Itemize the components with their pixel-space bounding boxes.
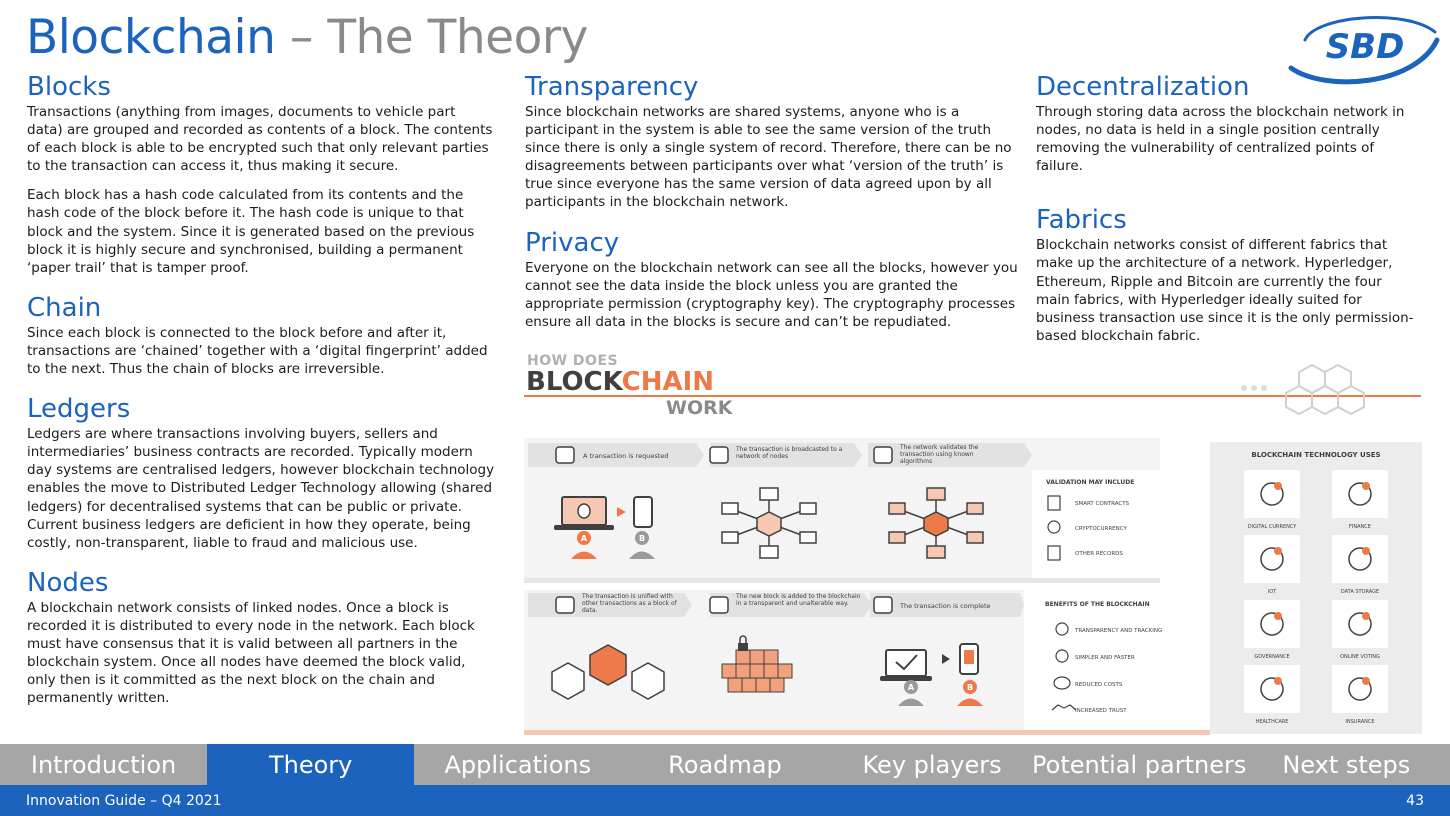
title-sub: The Theory bbox=[327, 10, 588, 65]
validation-panel bbox=[1032, 470, 1160, 578]
uses-item-label: GOVERNANCE bbox=[1254, 654, 1290, 660]
finance-icon-accent bbox=[1362, 482, 1370, 490]
page-number: 43 bbox=[1406, 793, 1424, 809]
step-5-header bbox=[710, 593, 872, 617]
phone-icon bbox=[634, 497, 652, 527]
tab-introduction[interactable]: Introduction bbox=[30, 750, 177, 779]
heading-ledgers: Ledgers bbox=[27, 394, 131, 425]
iot-icon-accent bbox=[1274, 547, 1282, 555]
logo-text: SBD bbox=[1325, 27, 1405, 67]
heading-privacy: Privacy bbox=[525, 227, 620, 258]
text-decentralization: Through storing data across the blockchain network in nodes, no data is held in a single position centrally removing the vulnerability of centralized points of failure. bbox=[1036, 104, 1405, 175]
digital-currency-icon bbox=[1244, 470, 1300, 518]
text-privacy: Everyone on the blockchain network can see all the blocks, however you cannot see the data inside the block unless you are granted the appropriate permission (cryptography key). The cryptography processes ensure all data in the blocks is secure and can’t be repudiated. bbox=[525, 259, 1018, 330]
uses-title: BLOCKCHAIN TECHNOLOGY USES bbox=[1251, 451, 1381, 459]
benefit-item-2: SIMPLER AND FASTER bbox=[1075, 655, 1135, 661]
text-fabrics: Blockchain networks consist of different fabrics that make up the architecture of a network. Hyperledger, Ethereum, Ripple and Bitcoin are currently the four main fabrics, with Hyperledger ideally suited for business transaction use since it is the only permission-based blockchain fabric. bbox=[1036, 237, 1414, 344]
step-2-header bbox=[710, 443, 862, 467]
text-transparency: Since blockchain networks are shared systems, anyone who is a participant in the system is able to see the same version of the truth since there is only a single system of record. Therefore, there can be no disagreements between participants over what ‘version of the truth’ is true since everyone has the same version of data agreed upon by all participants in the blockchain network. bbox=[525, 104, 1012, 211]
title-main: Blockchain bbox=[26, 10, 276, 65]
step-3-header bbox=[868, 443, 1032, 468]
step-6-header bbox=[870, 593, 1024, 617]
footer-guide-label: Innovation Guide – Q4 2021 bbox=[26, 793, 222, 809]
party-a-label: A bbox=[580, 534, 588, 543]
iot-icon bbox=[1244, 535, 1300, 583]
step-3-label: The network validates the transaction using known algorithms bbox=[900, 444, 979, 465]
title-separator: – bbox=[289, 10, 313, 65]
uses-item-label: IOT bbox=[1267, 589, 1277, 595]
laptop-check-icon bbox=[880, 650, 932, 681]
footer bbox=[0, 785, 1450, 816]
party-b-label: B bbox=[638, 534, 646, 543]
info-heading-top: HOW DOES bbox=[527, 353, 619, 369]
column-middle bbox=[525, 72, 1019, 331]
heading-decentralization: Decentralization bbox=[1036, 72, 1250, 102]
online-voting-icon bbox=[1332, 600, 1388, 648]
step-1-header bbox=[528, 443, 704, 467]
heading-nodes: Nodes bbox=[27, 567, 109, 598]
tab-next-steps[interactable]: Next steps bbox=[1282, 750, 1411, 779]
finance-icon bbox=[1332, 470, 1388, 518]
validation-item-1: SMART CONTRACTS bbox=[1075, 501, 1130, 507]
section-nav bbox=[0, 744, 1450, 785]
tab-roadmap[interactable]: Roadmap bbox=[668, 750, 782, 779]
digital-currency-icon-accent bbox=[1274, 482, 1282, 490]
party-a-label-2: A bbox=[907, 683, 915, 692]
tab-key-players[interactable]: Key players bbox=[862, 750, 1002, 779]
step-4-header bbox=[528, 593, 692, 617]
online-voting-icon-accent bbox=[1362, 612, 1370, 620]
healthcare-icon bbox=[1244, 665, 1300, 713]
governance-icon-accent bbox=[1274, 612, 1282, 620]
column-right bbox=[1036, 72, 1416, 345]
uses-item-label: DIGITAL CURRENCY bbox=[1247, 524, 1297, 530]
info-heading-block: BLOCK bbox=[526, 367, 622, 397]
benefit-item-3: REDUCED COSTS bbox=[1075, 682, 1123, 688]
info-heading-main bbox=[526, 367, 714, 397]
text-ledgers: Ledgers are where transactions involving buyers, sellers and intermediaries’ business contracts are recorded. Typically modern day systems are centralised ledgers, however blockchain technology enables the move to Distributed Ledger Technology allowing (shared ledgers) for decentralised systems that can be public or private. Current business ledgers are deficient in how they operate, being costly, non-transparent, liable to fraud and malicious use. bbox=[27, 426, 495, 551]
laptop-icon bbox=[554, 497, 614, 530]
blockchain-infographic bbox=[524, 350, 1424, 738]
info-hex-decoration bbox=[1286, 365, 1364, 414]
heading-chain: Chain bbox=[27, 292, 102, 323]
uses-item-label: FINANCE bbox=[1349, 524, 1371, 530]
insurance-icon bbox=[1332, 665, 1388, 713]
heading-blocks: Blocks bbox=[27, 72, 111, 102]
text-blocks-2: Each block has a hash code calculated from its contents and the hash code of the block before it. The hash code is unique to that block and the system. Since it is generated based on the previous block it is highly secure and synchronised, building a permanent ‘paper trail’ that is tamper proof. bbox=[27, 187, 475, 276]
insurance-icon-accent bbox=[1362, 677, 1370, 685]
step-2-label: The transaction is broadcasted to a network of nodes bbox=[736, 446, 843, 460]
tab-applications[interactable]: Applications bbox=[444, 750, 592, 779]
step-4-label: The transaction is unified with other transactions as a block of data. bbox=[582, 593, 677, 614]
info-dots bbox=[1241, 385, 1267, 391]
benefits-title: BENEFITS OF THE BLOCKCHAIN bbox=[1045, 601, 1150, 608]
step-1-label: A transaction is requested bbox=[583, 452, 669, 460]
validation-item-3: OTHER RECORDS bbox=[1075, 551, 1123, 557]
uses-item-label: INSURANCE bbox=[1345, 719, 1375, 725]
data-storage-icon bbox=[1332, 535, 1388, 583]
party-b-label-2: B bbox=[966, 683, 974, 692]
column-left bbox=[27, 72, 495, 707]
governance-icon bbox=[1244, 600, 1300, 648]
phone-icon-2 bbox=[960, 644, 978, 674]
uses-item-label: HEALTHCARE bbox=[1255, 719, 1289, 725]
info-heading-bottom: WORK bbox=[666, 397, 733, 419]
data-storage-icon-accent bbox=[1362, 547, 1370, 555]
heading-fabrics: Fabrics bbox=[1036, 205, 1127, 236]
step-6-label: The transaction is complete bbox=[900, 602, 991, 610]
uses-item-label: ONLINE VOTING bbox=[1340, 654, 1380, 660]
tab-theory[interactable]: Theory bbox=[207, 744, 414, 785]
info-heading-chain: CHAIN bbox=[621, 367, 715, 397]
benefit-item-1: TRANSPARENCY AND TRACKING bbox=[1075, 628, 1163, 634]
text-blocks-1: Transactions (anything from images, documents to vehicle part data) are grouped and recorded as contents of a block. The contents of each block is able to be encrypted such that only relevant parties to the transaction can access it, thus making it secure. bbox=[27, 104, 493, 175]
heading-transparency: Transparency bbox=[525, 72, 699, 102]
validation-item-2: CRYPTOCURRENCY bbox=[1075, 526, 1127, 532]
text-chain: Since each block is connected to the block before and after it, transactions are ‘chained’ together with a ‘digital fingerprint’ added to the next. Thus the chain of blocks are irreversible. bbox=[27, 324, 488, 378]
step-5-label: The new block is added to the blockchain in a transparent and unalterable way. bbox=[736, 593, 861, 607]
benefit-item-4: INCREASED TRUST bbox=[1075, 708, 1127, 714]
healthcare-icon-accent bbox=[1274, 677, 1282, 685]
validation-title: VALIDATION MAY INCLUDE bbox=[1046, 479, 1135, 486]
page-title bbox=[26, 10, 588, 65]
tab-potential-partners[interactable]: Potential partners bbox=[1032, 750, 1247, 779]
uses-panel bbox=[1210, 442, 1422, 734]
uses-item-label: DATA STORAGE bbox=[1340, 589, 1380, 595]
text-nodes: A blockchain network consists of linked nodes. Once a block is recorded it is distributed to every node in the network. Each block must have consensus that it is valid between all partners in the blockchain system. Once all nodes have deemed the block valid, only then is it committed as the next block on the chain and permanently written. bbox=[27, 599, 475, 707]
